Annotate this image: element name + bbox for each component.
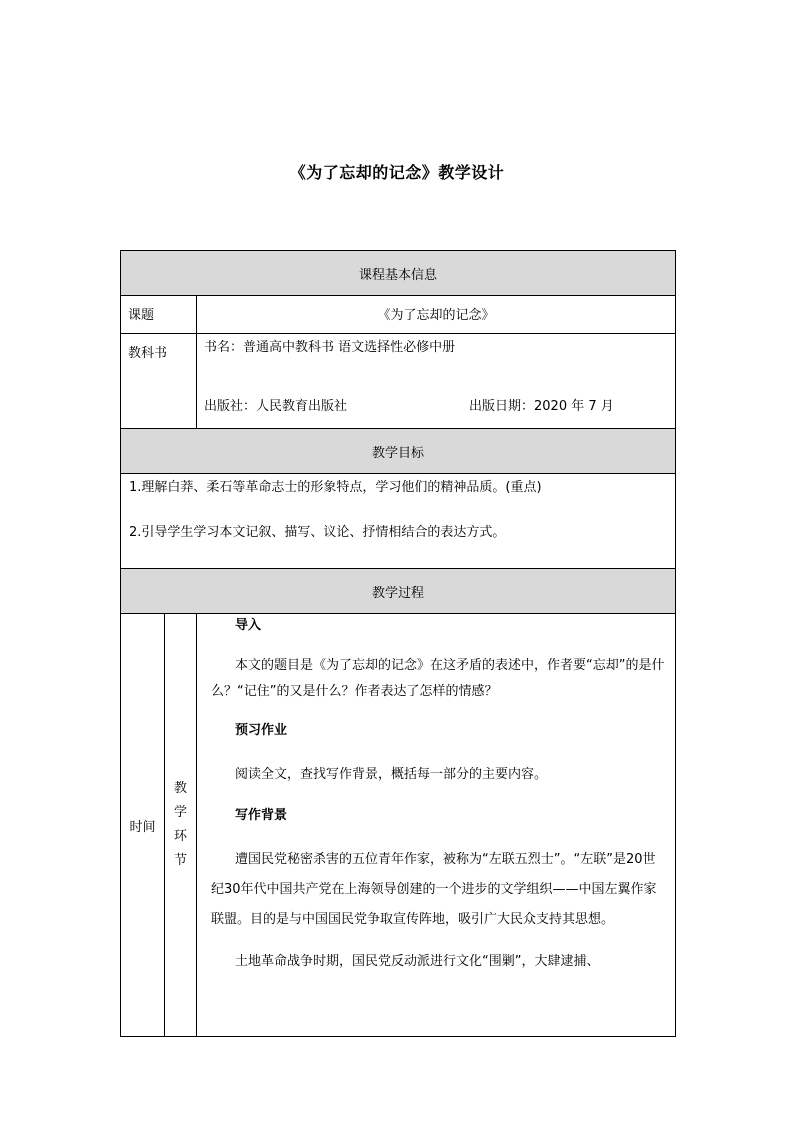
background-heading: 写作背景 xyxy=(235,808,288,823)
stage-char: 节 xyxy=(173,853,187,868)
stage-char: 学 xyxy=(173,805,187,820)
process-header: 教学过程 xyxy=(121,569,676,614)
publication-row xyxy=(197,383,675,428)
info-header: 课程基本信息 xyxy=(121,251,676,296)
textbook-label: 教科书 xyxy=(121,334,197,429)
topic-label: 课题 xyxy=(121,296,197,334)
goal-item: 1.理解白莽、柔石等革命志士的形象特点，学习他们的精神品质。(重点) xyxy=(129,480,542,495)
goals-header: 教学目标 xyxy=(121,429,676,474)
stage-char: 环 xyxy=(173,829,187,844)
goal-item: 2.引导学生学习本文记叙、描写、议论、抒情相结合的表达方式。 xyxy=(129,525,506,540)
stage-char: 教 xyxy=(173,781,187,796)
lesson-table xyxy=(120,250,676,1037)
preview-heading: 预习作业 xyxy=(235,723,288,738)
time-label: 时间 xyxy=(121,614,165,1037)
preview-text: 阅读全文，查找写作背景，概括每一部分的主要内容。 xyxy=(235,767,548,782)
book-name: 书名：普通高中教科书 语文选择性必修中册 xyxy=(204,340,456,355)
background-paragraph: 遭国民党秘密杀害的五位青年作家，被称为“左联五烈士”。“左联”是20世纪30年代中国共产党在上海领导创建的一个进步的文学组织——中国左翼作家联盟。目的是与中国国民党争取宣传阵地，吸引广大民众支持其思想。 xyxy=(211,852,657,927)
intro-heading: 导入 xyxy=(235,618,262,633)
page-title: 《为了忘却的记念》教学设计 xyxy=(289,163,505,182)
background-paragraph: 土地革命战争时期，国民党反动派进行文化“围剿”，大肆逮捕、 xyxy=(235,954,600,969)
textbook-details xyxy=(197,334,676,429)
publisher: 出版社：人民教育出版社 xyxy=(204,399,348,414)
goals-body xyxy=(121,474,676,569)
intro-text: 本文的题目是《为了忘却的记念》在这矛盾的表述中，作者要“忘却”的是什么？“记住”的又是什么？作者表达了怎样的情感？ xyxy=(211,658,665,699)
topic-value: 《为了忘却的记念》 xyxy=(197,296,676,334)
process-content xyxy=(197,614,676,1037)
stage-label xyxy=(165,614,197,1037)
publish-date: 出版日期：2020 年 7 月 xyxy=(469,399,614,414)
